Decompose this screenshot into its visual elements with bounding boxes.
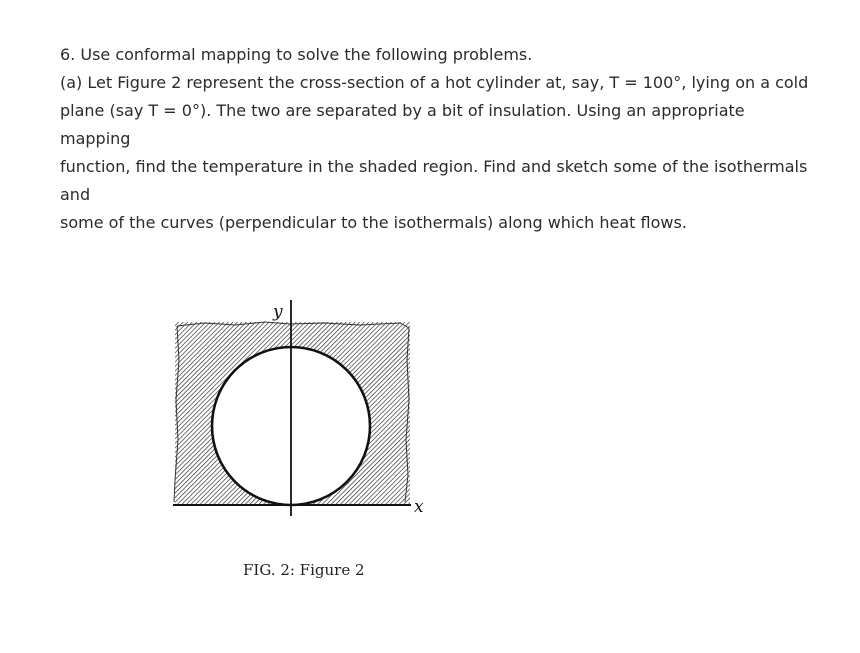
figure-caption: FIG. 2: Figure 2	[243, 561, 365, 579]
problem-heading: 6. Use conformal mapping to solve the following problems.	[60, 45, 533, 64]
figure-drawing	[165, 290, 425, 530]
problem-line-2: plane (say T = 0°). The two are separated by a bit of insulation. Using an appropriate mapping	[60, 101, 745, 148]
problem-line-4: some of the curves (perpendicular to the isothermals) along which heat flows.	[60, 213, 687, 232]
x-axis-label: x	[414, 497, 424, 517]
problem-line-3: function, find the temperature in the shaded region. Find and sketch some of the isothermals and	[60, 157, 808, 204]
problem-statement	[60, 41, 820, 237]
problem-line-1: (a) Let Figure 2 represent the cross-section of a hot cylinder at, say, T = 100°, lying on a cold	[60, 73, 809, 92]
y-axis-label: y	[273, 302, 283, 322]
figure-2	[165, 290, 425, 530]
